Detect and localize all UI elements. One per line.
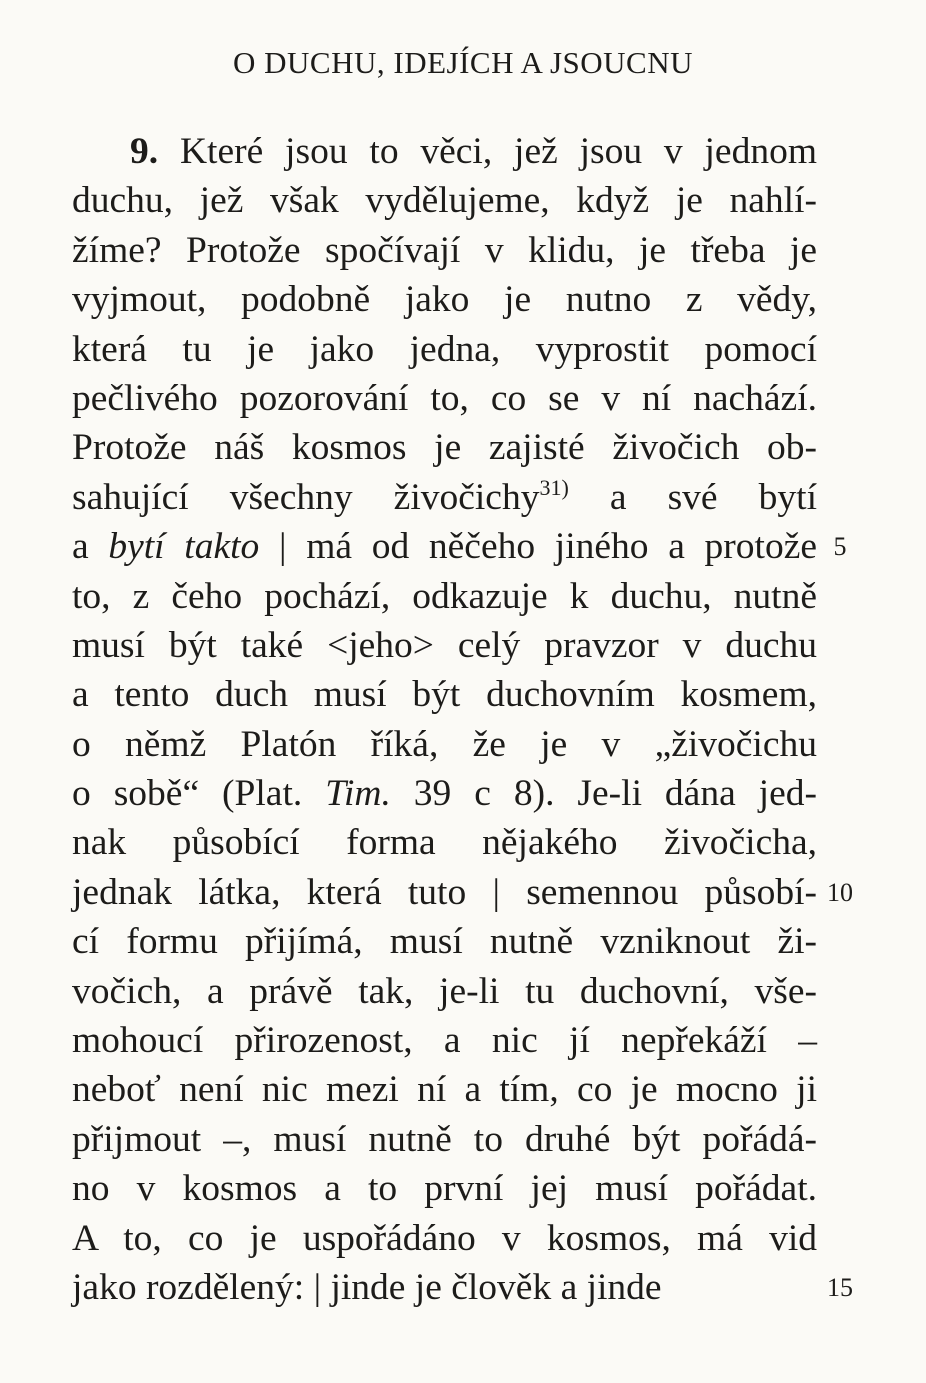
emphasis-text: Tim. (325, 773, 391, 815)
text-line: no v kosmos a to první jej musí pořádat. (72, 1168, 817, 1210)
text-line: o němž Platón říká, že je v „živočichu (72, 723, 817, 765)
text-line: neboť není nic mezi ní a tím, co je mocno ji (72, 1069, 817, 1111)
text-line: a bytí takto | má od něčeho jiného a protože (72, 526, 818, 568)
text-line: duchu, jež však vydělujeme, když je nahlí- (72, 180, 817, 222)
text-line: vočich, a právě tak, je-li tu duchovní, vše- (72, 970, 817, 1012)
text-line: vyjmout, podobně jako je nutno z vědy, (72, 279, 817, 321)
text-line: cí formu přijímá, musí nutně vzniknout ži- (72, 921, 817, 963)
running-header: O DUCHU, IDEJÍCH A JSOUCNU (233, 45, 693, 80)
emphasis-text: bytí takto (108, 526, 260, 568)
text-line: jednak látka, která tuto | semennou působí- (72, 871, 817, 913)
paragraph-body (72, 127, 817, 1312)
text-line: a tento duch musí být duchovním kosmem, (72, 674, 817, 716)
text-line: to, z čeho pochází, odkazuje k duchu, nutně (72, 575, 817, 617)
text-line: pečlivého pozorování to, co se v ní nachází. (72, 377, 817, 419)
text-line: musí být také <jeho> celý pravzor v duchu (72, 624, 817, 666)
paragraph-number: 9. (130, 131, 159, 172)
text-line: přijmout –, musí nutně to druhé být pořádá- (72, 1118, 817, 1160)
margin-line-number: 10 (827, 878, 853, 907)
margin-line-number: 15 (827, 1273, 853, 1303)
text-line: mohoucí přirozenost, a nic jí nepřekáží – (72, 1020, 817, 1062)
footnote-reference[interactable]: 31) (539, 474, 569, 500)
text-line: která tu je jako jedna, vyprostit pomocí (72, 328, 817, 370)
text-line: jako rozdělený: | jinde je člověk a jinde (72, 1266, 662, 1308)
text-line: Protože náš kosmos je zajisté živočich ob- (72, 427, 817, 469)
text-line: sahující všechny živočichy$^{31)}$ a své bytí (72, 474, 817, 518)
text-line: žíme? Protože spočívají v klidu, je třeba je (72, 229, 817, 271)
text-line: o sobě“ (Plat. Tim. 39 c 8). Je-li dána jed- (72, 773, 817, 815)
text-line: 9. Které jsou to věci, jež jsou v jednom (130, 131, 817, 172)
text-line: A to, co je uspořádáno v kosmos, má vid (72, 1217, 817, 1259)
margin-line-number: 5 (833, 532, 847, 562)
text-line: nak působící forma nějakého živočicha, (72, 822, 817, 864)
